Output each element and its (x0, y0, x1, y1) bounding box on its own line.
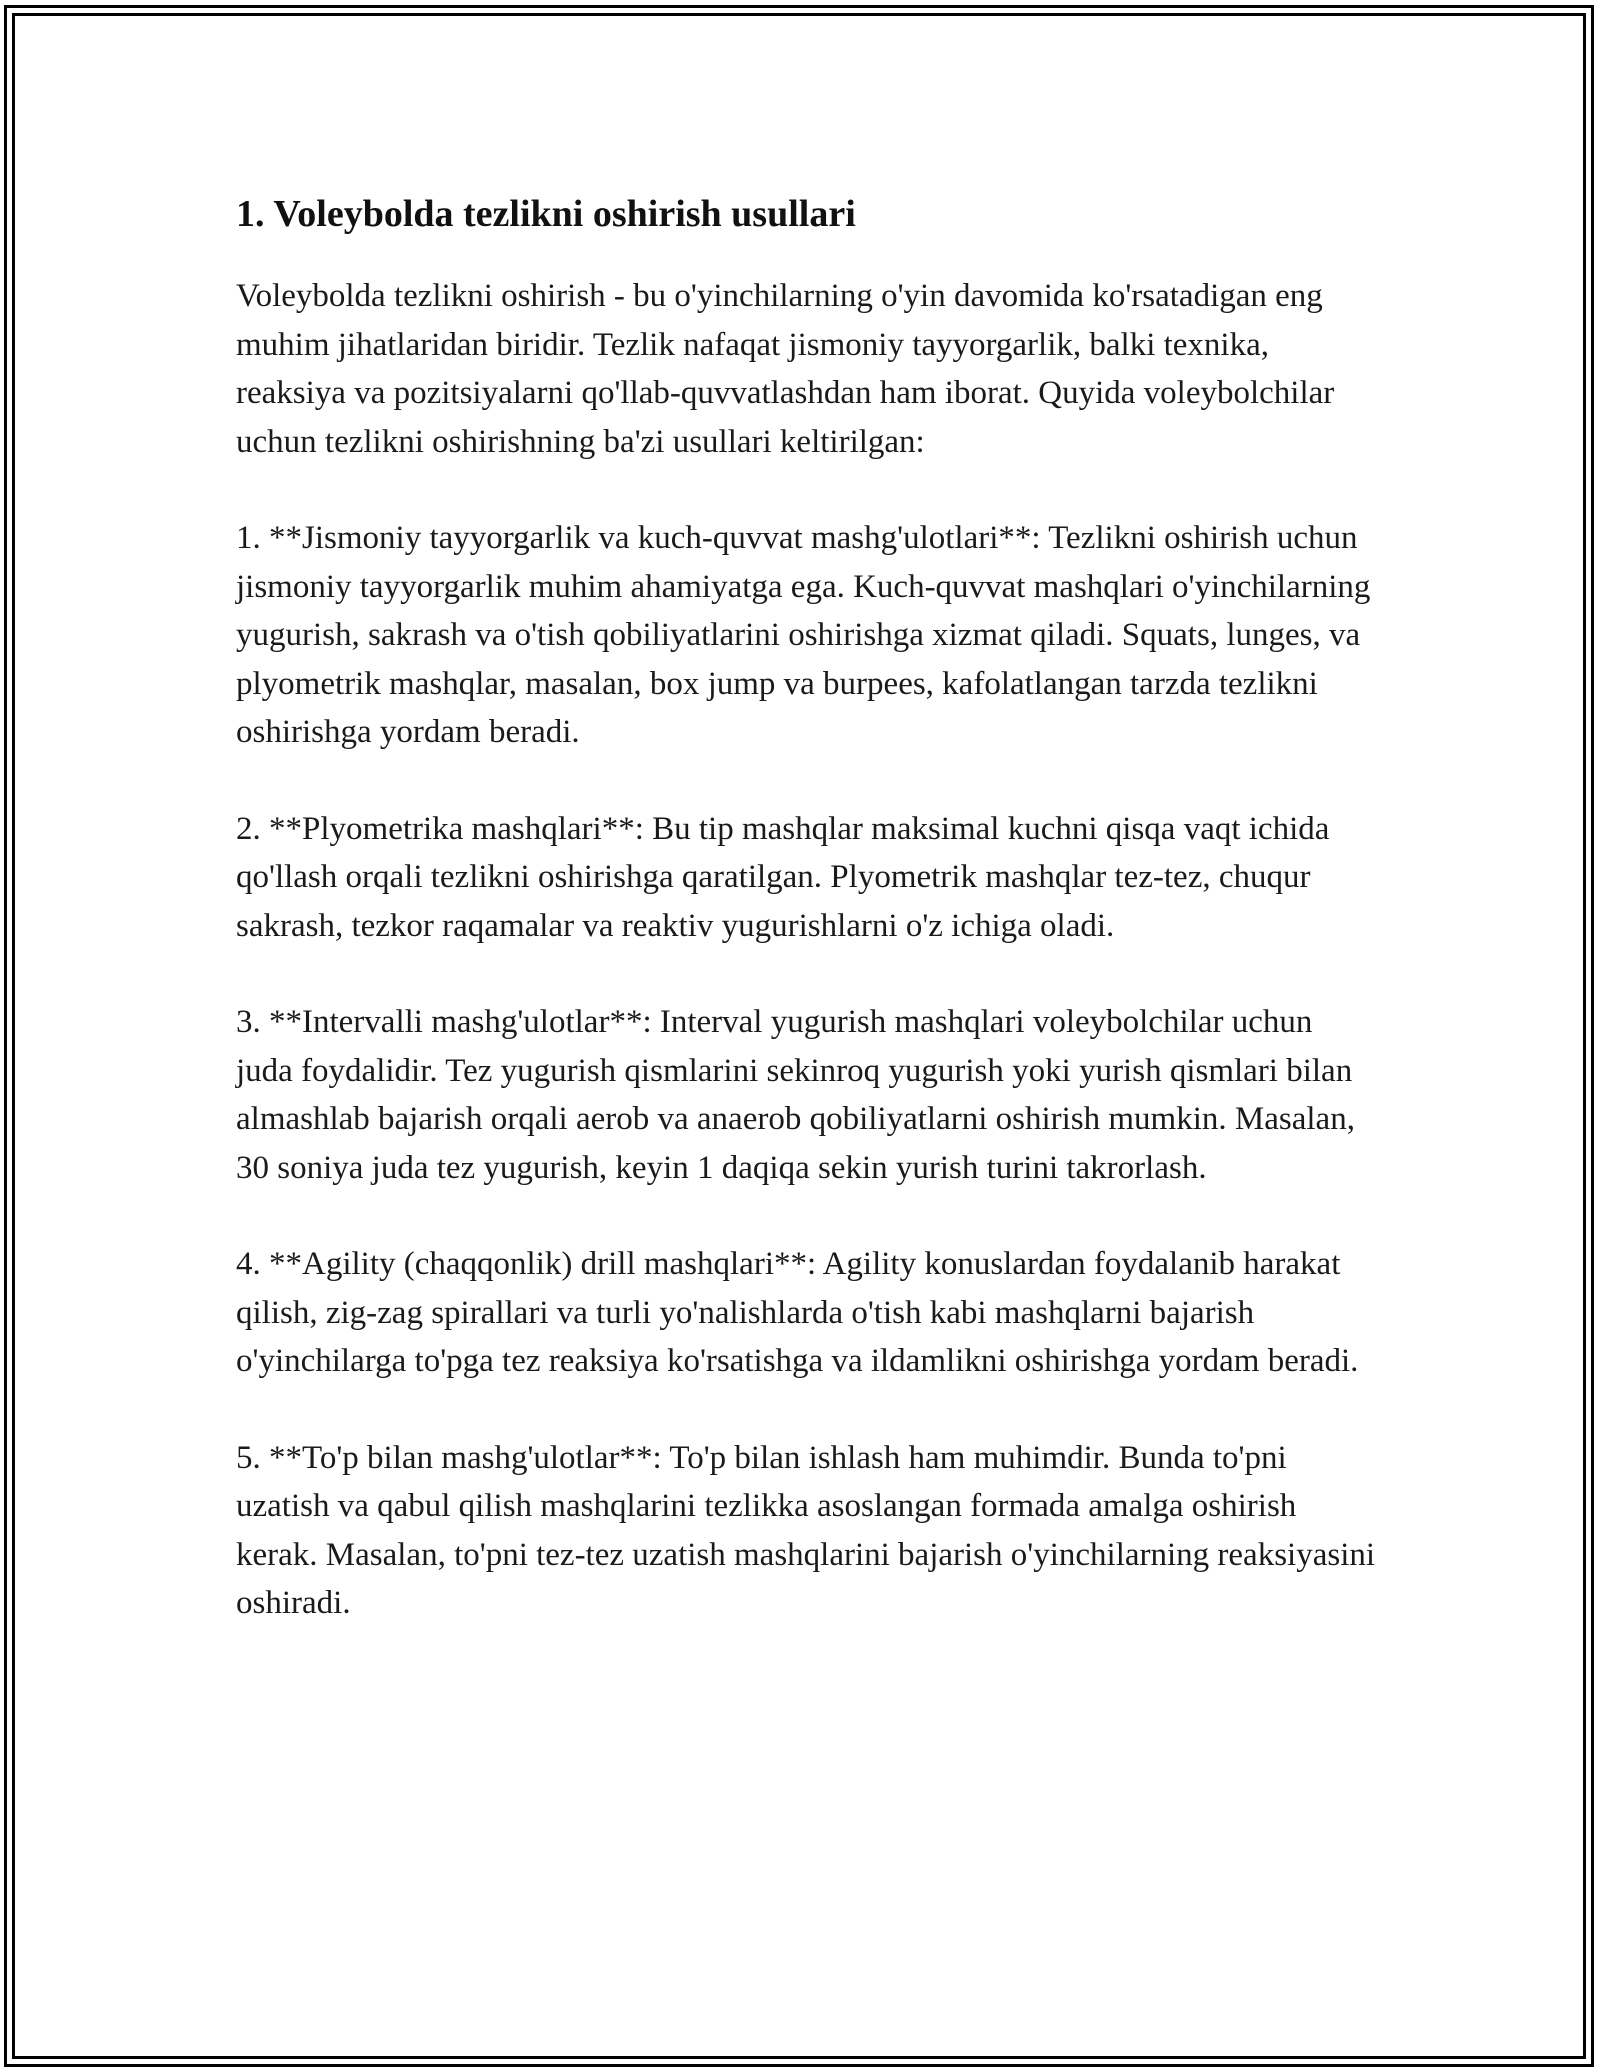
list-item: 4. **Agility (chaqqonlik) drill mashqlari**: Agility konuslardan foydalanib harakat qilish, zig-zag spirallari va turli yo'nalishlarda o'tish kabi mashqlarni bajarish o'yinchilarga to'pga tez reaksiya ko'rsatishga va ildamlikni oshirishga yordam beradi. (236, 1246, 1359, 1379)
list-item: 1. **Jismoniy tayyorgarlik va kuch-quvvat mashg'ulotlari**: Tezlikni oshirish uchun jismoniy tayyorgarlik muhim ahamiyatga ega. Kuch-quvvat mashqlari o'yinchilarning yugurish, sakrash va o'tish qobiliyatlarini oshirishga xizmat qiladi. Squats, lunges, va plyometrik mashqlar, masalan, box jump va burpees, kafolatlangan tarzda tezlikni oshirishga yordam beradi. (236, 520, 1371, 750)
list-item: 3. **Intervalli mashg'ulotlar**: Interval yugurish mashqlari voleybolchilar uchun juda foydalidir. Tez yugurish qismlarini sekinroq yugurish yoki yurish qismlari bilan almashlab bajarish orqali aerob va anaerob qobiliyatlarni oshirish mumkin. Masalan, 30 soniya juda tez yugurish, keyin 1 daqiqa sekin yurish turini takrorlash. (236, 1004, 1355, 1186)
list-item: 5. **To'p bilan mashg'ulotlar**: To'p bilan ishlash ham muhimdir. Bunda to'pni uzatish va qabul qilish mashqlarini tezlikka asoslangan formada amalga oshirish kerak. Masalan, to'pni tez-tez uzatish mashqlarini bajarish o'yinchilarning reaksiyasini oshiradi. (236, 1439, 1376, 1621)
list-item: 2. **Plyometrika mashqlari**: Bu tip mashqlar maksimal kuchni qisqa vaqt ichida qo'llash orqali tezlikni oshirishga qaratilgan. Plyometrik mashqlar tez-tez, chuqur sakrash, tezkor raqamalar va reaktiv yugurishlarni o'z ichiga oladi. (236, 810, 1330, 944)
intro-paragraph: Voleybolda tezlikni oshirish - bu o'yinchilarning o'yin davomida ko'rsatadigan eng muhim jihatlaridan biridir. Tezlik nafaqat jismoniy tayyorgarlik, balki texnika, reaksiya va pozitsiyalarni qo'llab-quvvatlashdan ham iborat. Quyida voleybolchilar uchun tezlikni oshirishning ba'zi usullari keltirilgan: (236, 278, 1335, 460)
document-body (236, 184, 1376, 1676)
document-title: 1. Voleybolda tezlikni oshirish usullari (236, 193, 856, 235)
